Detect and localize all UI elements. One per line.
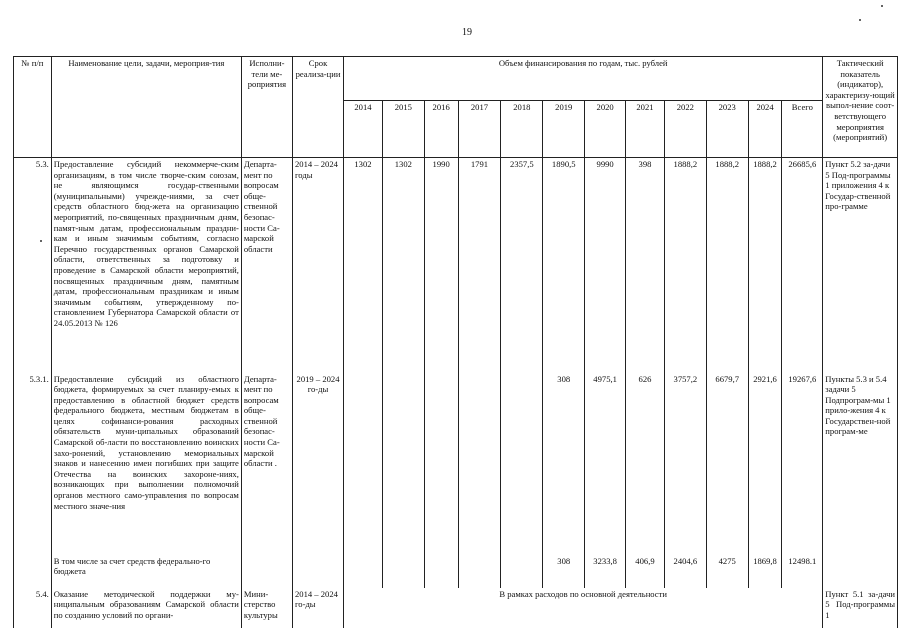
scan-speck: [859, 19, 861, 21]
row-indicator: Пункт 5.1 за-дачи 5 Под-программы 1: [823, 588, 898, 628]
row-value: [501, 555, 543, 588]
row-term: [292, 555, 343, 588]
row-value: 1888,2: [664, 158, 706, 373]
row-total: 12498.1: [782, 555, 823, 588]
row-term: 2014 – 2024 годы: [292, 158, 343, 373]
year-header: 2022: [664, 101, 706, 158]
header-name: Наименование цели, задачи, мероприя-тия: [51, 57, 241, 158]
row-total: 19267,6: [782, 373, 823, 555]
row-number: 5.3.1.: [14, 373, 52, 555]
row-executor: Мини-стерство культуры: [241, 588, 292, 628]
row-value: [344, 555, 383, 588]
row-value: [344, 373, 383, 555]
row-value: 1791: [458, 158, 501, 373]
page-number: 19: [462, 27, 472, 38]
row-value: 4275: [706, 555, 748, 588]
year-header: 2018: [501, 101, 543, 158]
table-row: [14, 555, 898, 588]
row-value: 9990: [585, 158, 626, 373]
row-value: 2404,6: [664, 555, 706, 588]
row-value: 3757,2: [664, 373, 706, 555]
row-value: 1888,2: [706, 158, 748, 373]
row-value: 1302: [344, 158, 383, 373]
row-value: 398: [626, 158, 665, 373]
table-row: [14, 588, 898, 628]
row-value: [382, 555, 424, 588]
table-row: [14, 158, 898, 373]
row-term: 2014 – 2024 го-ды: [292, 588, 343, 628]
row-total: 26685,6: [782, 158, 823, 373]
row-name: В том числе за счет средств федерально-го бюджета: [51, 555, 241, 588]
row-value: 308: [543, 555, 585, 588]
row-value: [424, 373, 458, 555]
year-header: 2020: [585, 101, 626, 158]
row-value: 4975,1: [585, 373, 626, 555]
row-name: Предоставление субсидий некоммерче-ским организациям, в том числе творче-ским союзам, не являющимся государ-ственными (муниципальными) учрежде-ниями, за счет средств областного бюд-жета на организацию мероприятий, по-священных праздничным дням, памят-ным датам, профессиональным праздни-кам и иным значимым событиям, согласно Перечню государственных органов Самарской области, ответственных за подготовку и проведение в Самарской области мероприятий, посвященных праздничным дням, памятным датам, профессиональным праздникам и иным значимым событиям, утвержденному по-становлением Губернатора Самарской области от 24.05.2013 № 126: [51, 158, 241, 373]
row-value: [382, 373, 424, 555]
row-value: [458, 555, 501, 588]
row-number: 5.3.: [14, 158, 52, 373]
row-name: Оказание методической поддержки му-ниципальным образованиям Самарской области по созданию условий по органи-: [51, 588, 241, 628]
row-value: 2921,6: [748, 373, 782, 555]
year-header: 2016: [424, 101, 458, 158]
header-executors: Исполни-тели ме-роприятия: [241, 57, 292, 158]
row-name: Предоставление субсидий из областного бюджета, формируемых за счет планиру-емых к предоставлению в областной бюджет средств федерального бюджета, местным бюджетам в целях софинанси-рования расходных обязательств муни-ципальных образований Самарской об-ласти по восстановлению воинских захо-ронений, установлению мемориальных знаков и нанесению имен погибших при защите Отечества на воинских захороне-ниях, возникающих при выполнении полномочий органов местного само-управления по вопросам местного значе-ния: [51, 373, 241, 555]
table-row: [14, 373, 898, 555]
year-header: 2017: [458, 101, 501, 158]
row-merged-note: В рамках расходов по основной деятельности: [344, 588, 823, 628]
row-value: [424, 555, 458, 588]
row-indicator: Пункт 5.2 за-дачи 5 Под-программы 1 приложения 4 к Государ-ственной про-грамме: [823, 158, 898, 373]
row-indicator: Пункты 5.3 и 5.4 задачи 5 Подпрограм-мы 1 прило-жения 4 к Государствен-ной програм-ме: [823, 373, 898, 555]
row-value: 2357,5: [501, 158, 543, 373]
row-value: 1869,8: [748, 555, 782, 588]
year-header: 2024: [748, 101, 782, 158]
row-executor: [241, 555, 292, 588]
header-financing: Объем финансирования по годам, тыс. рублей: [344, 57, 823, 101]
row-value: 1890,5: [543, 158, 585, 373]
row-term: 2019 – 2024 го-ды: [292, 373, 343, 555]
row-value: 1990: [424, 158, 458, 373]
row-value: 308: [543, 373, 585, 555]
financing-table: [13, 56, 898, 628]
year-header: 2021: [626, 101, 665, 158]
year-header: 2015: [382, 101, 424, 158]
row-value: 1302: [382, 158, 424, 373]
row-value: 3233,8: [585, 555, 626, 588]
year-header: Всего: [782, 101, 823, 158]
table-header-row: [14, 57, 898, 101]
row-value: [458, 373, 501, 555]
row-executor: Департа-мент по вопросам обще-ственной безопас-ности Са-марской области: [241, 158, 292, 373]
row-indicator: [823, 555, 898, 588]
row-value: 1888,2: [748, 158, 782, 373]
year-header: 2014: [344, 101, 383, 158]
scan-speck: [881, 5, 883, 7]
row-number: [14, 555, 52, 588]
row-number: 5.4.: [14, 588, 52, 628]
header-indicator: Тактический показатель (индикатор), характеризу-ющий выпол-нение соот-ветствующего мероприятия (мероприятий): [823, 57, 898, 158]
year-header: 2023: [706, 101, 748, 158]
row-value: 6679,7: [706, 373, 748, 555]
row-executor: Департа-мент по вопросам обще-ственной безопас-ности Са-марской области .: [241, 373, 292, 555]
header-term: Срок реализа-ции: [292, 57, 343, 158]
year-header: 2019: [543, 101, 585, 158]
row-value: 626: [626, 373, 665, 555]
header-number: № п/п: [14, 57, 52, 158]
row-value: [501, 373, 543, 555]
row-value: 406,9: [626, 555, 665, 588]
